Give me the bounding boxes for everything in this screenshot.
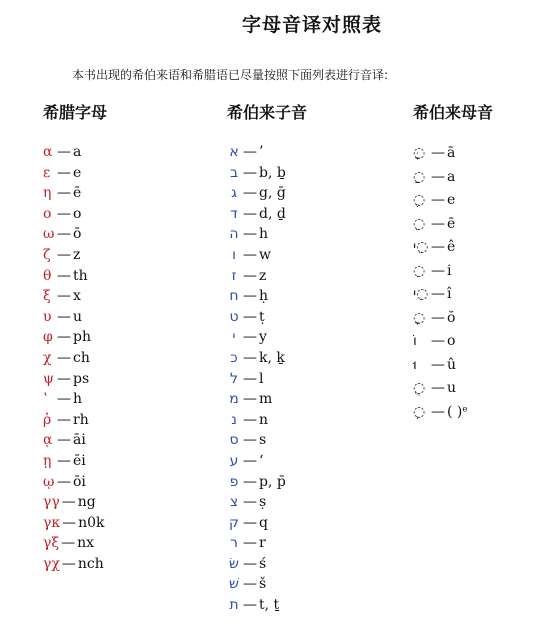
transliteration-row xyxy=(227,286,307,307)
dash-separator: — xyxy=(57,246,71,263)
dash-separator: — xyxy=(61,555,76,572)
source-letter: ᾳ xyxy=(43,432,53,449)
dash-separator: — xyxy=(243,432,257,449)
latin-transliteration: ā xyxy=(447,145,456,161)
transliteration-row xyxy=(413,213,493,237)
source-letter: ז xyxy=(231,267,237,284)
transliteration-row xyxy=(413,330,493,354)
latin-transliteration: k, ḵ xyxy=(259,349,285,366)
dash-separator: — xyxy=(243,576,257,593)
source-letter: י xyxy=(232,329,236,346)
latin-transliteration: b, ḇ xyxy=(259,164,286,181)
latin-transliteration: ē xyxy=(73,185,82,202)
dash-separator: — xyxy=(243,164,257,181)
latin-transliteration: l xyxy=(259,370,264,387)
transliteration-row xyxy=(413,354,493,378)
dash-separator: — xyxy=(57,144,71,160)
transliteration-row xyxy=(43,472,107,493)
transliteration-row xyxy=(227,451,307,472)
source-letter: ט xyxy=(229,308,239,325)
latin-transliteration: r xyxy=(259,535,266,552)
source-letter: ◌ַ xyxy=(413,168,426,185)
source-letter: ξ xyxy=(43,288,51,305)
latin-transliteration: ē xyxy=(447,215,456,232)
source-letter: ψ xyxy=(43,370,54,387)
latin-transliteration: ’ xyxy=(259,144,264,160)
source-letter: ◌ֶ xyxy=(413,192,426,208)
latin-transliteration: m xyxy=(259,391,273,408)
greek-column xyxy=(43,100,107,574)
hebrew-consonant-heading: 希伯来子音 xyxy=(227,103,308,122)
latin-transliteration: ( )ᵉ xyxy=(447,403,468,420)
transliteration-row xyxy=(413,236,493,260)
dash-separator: — xyxy=(243,494,257,511)
transliteration-row xyxy=(413,307,493,331)
latin-transliteration: ŏ xyxy=(447,309,456,326)
transliteration-row xyxy=(227,533,307,554)
dash-separator: — xyxy=(243,514,257,531)
transliteration-row xyxy=(227,513,307,534)
intro-text: 本书出现的希伯来语和希腊语已尽量按照下面列表进行音译: xyxy=(72,68,389,82)
transliteration-row xyxy=(227,389,307,410)
source-letter: י◌ֵ xyxy=(413,239,429,255)
transliteration-row xyxy=(43,224,107,245)
latin-transliteration: ng xyxy=(77,494,96,511)
latin-transliteration: ṭ xyxy=(259,308,265,325)
dash-separator: — xyxy=(243,288,257,305)
source-letter: ל xyxy=(230,370,238,387)
dash-separator: — xyxy=(243,391,257,408)
hebrew-vowel-column xyxy=(413,100,493,424)
latin-transliteration: p, p̄ xyxy=(259,473,286,490)
latin-transliteration: ōi xyxy=(73,473,86,490)
source-letter: ו xyxy=(232,246,236,263)
transliteration-row xyxy=(227,245,307,266)
transliteration-row xyxy=(43,286,107,307)
transliteration-row xyxy=(43,245,107,266)
hebrew-consonant-column xyxy=(227,100,307,616)
source-letter: ר xyxy=(230,535,238,552)
source-letter: ◌ָ xyxy=(413,309,426,326)
dash-separator: — xyxy=(431,309,445,326)
source-letter: ῃ xyxy=(43,452,52,469)
dash-separator: — xyxy=(57,226,71,243)
latin-transliteration: h xyxy=(259,226,269,243)
dash-separator: — xyxy=(57,288,71,305)
greek-rows xyxy=(43,142,107,574)
transliteration-row xyxy=(227,574,307,595)
dash-separator: — xyxy=(62,514,77,531)
latin-transliteration: e xyxy=(447,192,456,208)
transliteration-row xyxy=(227,327,307,348)
source-letter: ζ xyxy=(43,246,51,263)
transliteration-row xyxy=(43,163,107,184)
dash-separator: — xyxy=(243,370,257,387)
latin-transliteration: ph xyxy=(73,329,91,346)
source-letter: ח xyxy=(229,288,239,305)
latin-transliteration: nx xyxy=(77,535,94,552)
dash-separator: — xyxy=(243,411,257,428)
latin-transliteration: x xyxy=(73,288,81,305)
latin-transliteration: ch xyxy=(73,349,90,366)
source-letter: ◌ִ xyxy=(413,262,426,279)
source-letter: ω xyxy=(43,226,55,243)
transliteration-row xyxy=(227,492,307,513)
transliteration-row xyxy=(227,307,307,328)
dash-separator: — xyxy=(57,391,71,408)
transliteration-row xyxy=(43,533,107,554)
dash-separator: — xyxy=(57,349,71,366)
source-letter: נ xyxy=(231,411,237,428)
latin-transliteration: u xyxy=(73,308,83,325)
transliteration-row xyxy=(413,377,493,401)
source-letter: שׁ xyxy=(229,576,239,593)
source-letter: וּ xyxy=(413,356,417,373)
hebrew-vowel-rows xyxy=(413,142,493,424)
dash-separator: — xyxy=(243,349,257,366)
dash-separator: — xyxy=(243,308,257,325)
source-letter: ס xyxy=(229,432,239,449)
source-letter: א xyxy=(229,144,239,160)
source-letter: ע xyxy=(229,452,239,469)
latin-transliteration: ê xyxy=(447,239,456,255)
latin-transliteration: ś xyxy=(259,555,267,572)
source-letter: ῳ xyxy=(43,473,55,490)
latin-transliteration: nch xyxy=(77,555,104,572)
latin-transliteration: î xyxy=(447,286,452,302)
dash-separator: — xyxy=(243,185,257,202)
source-letter: χ xyxy=(43,349,52,366)
latin-transliteration: h xyxy=(73,391,83,408)
source-letter: θ xyxy=(43,267,52,284)
source-letter: ◌ֻ xyxy=(413,380,426,396)
source-letter: α xyxy=(43,144,53,160)
source-letter: φ xyxy=(43,329,53,346)
transliteration-row xyxy=(227,204,307,225)
source-letter: γκ xyxy=(43,514,61,531)
greek-heading: 希腊字母 xyxy=(43,103,108,122)
transliteration-row xyxy=(43,183,107,204)
dash-separator: — xyxy=(61,494,76,511)
transliteration-row xyxy=(413,401,493,425)
latin-transliteration: ps xyxy=(73,370,90,387)
latin-transliteration: û xyxy=(447,356,457,373)
latin-transliteration: th xyxy=(73,267,88,284)
transliteration-row xyxy=(413,283,493,307)
source-letter: ◌ְ xyxy=(413,403,426,420)
transliteration-row xyxy=(227,142,307,163)
latin-transliteration: z xyxy=(259,267,267,284)
source-letter: ג xyxy=(231,185,237,202)
source-letter: ε xyxy=(43,164,51,181)
dash-separator: — xyxy=(57,411,71,428)
source-letter: ד xyxy=(230,205,238,222)
source-letter: γγ xyxy=(43,494,60,511)
transliteration-row xyxy=(227,430,307,451)
dash-separator: — xyxy=(431,286,445,302)
latin-transliteration: y xyxy=(259,329,267,346)
transliteration-row xyxy=(227,183,307,204)
latin-transliteration: āi xyxy=(73,432,86,449)
source-letter: י◌ִ xyxy=(413,286,429,302)
transliteration-row xyxy=(227,472,307,493)
latin-transliteration: o xyxy=(447,333,456,349)
source-letter: ʽ xyxy=(43,391,48,408)
transliteration-row xyxy=(227,554,307,575)
dash-separator: — xyxy=(243,144,257,160)
transliteration-row xyxy=(227,163,307,184)
transliteration-row xyxy=(227,369,307,390)
transliteration-row xyxy=(43,430,107,451)
transliteration-row xyxy=(43,513,107,534)
transliteration-row xyxy=(413,189,493,213)
dash-separator: — xyxy=(431,168,445,185)
latin-transliteration: ‘ xyxy=(259,452,264,469)
source-letter: ῥ xyxy=(43,411,52,428)
latin-transliteration: a xyxy=(73,144,82,160)
transliteration-row xyxy=(227,266,307,287)
latin-transliteration: g, ḡ xyxy=(259,185,286,202)
dash-separator: — xyxy=(243,205,257,222)
dash-separator: — xyxy=(243,597,257,614)
dash-separator: — xyxy=(243,473,257,490)
source-letter: γξ xyxy=(43,535,60,552)
hebrew-consonant-rows xyxy=(227,142,307,616)
transliteration-row xyxy=(227,348,307,369)
source-letter: ב xyxy=(229,164,239,181)
latin-transliteration: n xyxy=(259,411,269,428)
source-letter: שׂ xyxy=(229,555,239,572)
source-letter: υ xyxy=(43,308,52,325)
transliteration-row xyxy=(43,327,107,348)
transliteration-row xyxy=(43,369,107,390)
latin-transliteration: ēi xyxy=(73,452,86,469)
dash-separator: — xyxy=(243,555,257,572)
transliteration-row xyxy=(227,224,307,245)
transliteration-row xyxy=(43,307,107,328)
dash-separator: — xyxy=(431,333,445,349)
dash-separator: — xyxy=(243,267,257,284)
hebrew-vowel-heading: 希伯来母音 xyxy=(413,103,494,122)
latin-transliteration: u xyxy=(447,380,457,396)
dash-separator: — xyxy=(243,226,257,243)
dash-separator: — xyxy=(431,380,445,396)
transliteration-row xyxy=(413,260,493,284)
dash-separator: — xyxy=(57,164,71,181)
transliteration-row xyxy=(413,166,493,190)
transliteration-row xyxy=(227,595,307,616)
latin-transliteration: n0k xyxy=(78,514,105,531)
latin-transliteration: q xyxy=(259,514,268,531)
dash-separator: — xyxy=(57,185,71,202)
source-letter: γχ xyxy=(43,555,60,572)
transliteration-row xyxy=(43,554,107,575)
dash-separator: — xyxy=(57,473,71,490)
latin-transliteration: z xyxy=(73,246,81,263)
latin-transliteration: o xyxy=(73,205,82,222)
transliteration-row xyxy=(43,142,107,163)
dash-separator: — xyxy=(431,145,445,161)
latin-transliteration: ḥ xyxy=(259,288,269,305)
dash-separator: — xyxy=(57,267,71,284)
latin-transliteration: s xyxy=(259,432,267,449)
source-letter: פ xyxy=(229,473,239,490)
transliteration-row xyxy=(43,266,107,287)
source-letter: צ xyxy=(229,494,239,511)
transliteration-row xyxy=(43,389,107,410)
transliteration-row xyxy=(43,204,107,225)
dash-separator: — xyxy=(431,403,445,420)
latin-transliteration: d, ḏ xyxy=(259,205,286,222)
dash-separator: — xyxy=(57,205,71,222)
source-letter: ת xyxy=(229,597,239,614)
source-letter: כ xyxy=(230,349,238,366)
latin-transliteration: i xyxy=(447,262,452,279)
latin-transliteration: t, ṯ xyxy=(259,597,280,614)
transliteration-row xyxy=(43,451,107,472)
latin-transliteration: ō xyxy=(73,226,82,243)
transliteration-row xyxy=(413,142,493,166)
dash-separator: — xyxy=(57,432,71,449)
dash-separator: — xyxy=(431,239,445,255)
source-letter: ק xyxy=(229,514,239,531)
dash-separator: — xyxy=(243,535,257,552)
page-title: 字母音译对照表 xyxy=(241,14,382,36)
source-letter: מ xyxy=(229,391,239,408)
latin-transliteration: š xyxy=(259,576,267,593)
dash-separator: — xyxy=(243,452,257,469)
latin-transliteration: rh xyxy=(73,411,89,428)
source-letter: ּ◌ָ xyxy=(413,145,426,161)
latin-transliteration: ṣ xyxy=(259,494,267,511)
dash-separator: — xyxy=(243,246,257,263)
transliteration-row xyxy=(227,410,307,431)
transliteration-row xyxy=(43,410,107,431)
latin-transliteration: a xyxy=(447,168,456,185)
dash-separator: — xyxy=(57,452,71,469)
dash-separator: — xyxy=(57,329,71,346)
dash-separator: — xyxy=(431,215,445,232)
source-letter: ה xyxy=(229,226,239,243)
dash-separator: — xyxy=(243,329,257,346)
dash-separator: — xyxy=(57,370,71,387)
source-letter: η xyxy=(43,185,52,202)
source-letter: ◌ֵ xyxy=(413,215,426,232)
source-letter: וֹ xyxy=(413,333,417,349)
latin-transliteration: w xyxy=(259,246,271,263)
dash-separator: — xyxy=(431,192,445,208)
transliteration-row xyxy=(43,348,107,369)
latin-transliteration: e xyxy=(73,164,82,181)
source-letter: ο xyxy=(43,205,52,222)
transliteration-row xyxy=(43,492,107,513)
dash-separator: — xyxy=(431,356,445,373)
dash-separator: — xyxy=(61,535,76,552)
dash-separator: — xyxy=(431,262,445,279)
dash-separator: — xyxy=(57,308,71,325)
